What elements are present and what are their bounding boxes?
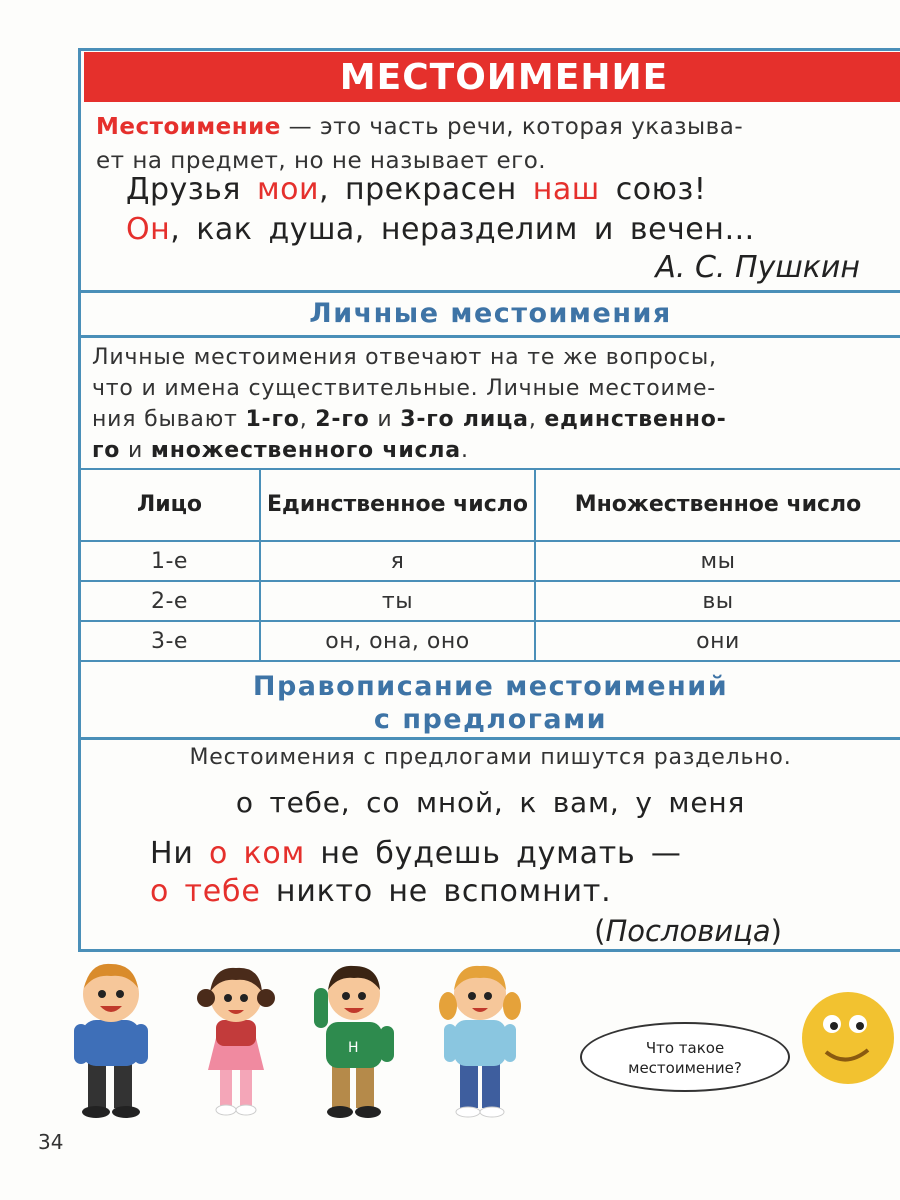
bold-text: 1-го (245, 407, 300, 432)
header-singular: Единственное число (260, 469, 535, 541)
poem-line-2 (126, 212, 755, 247)
table-cell: ты (260, 581, 535, 621)
section-title-line: Правописание местоимений (252, 671, 729, 702)
poem-line-1 (126, 172, 706, 207)
bold-text: 2-го (315, 407, 370, 432)
proverb-line-2 (150, 874, 611, 909)
text: . (460, 438, 469, 463)
paragraph-line (92, 404, 892, 435)
bold-text: го (92, 438, 121, 463)
svg-text:Н: Н (348, 1040, 359, 1056)
table-cell: он, она, оно (260, 621, 535, 661)
table-row (80, 581, 900, 621)
text: ния бывают (92, 407, 246, 432)
definition-line-2: ет на предмет, но не называет его. (96, 148, 547, 174)
poem-author: А. С. Пушкин (655, 250, 860, 285)
table-row (80, 541, 900, 581)
source-text: Пословица (605, 914, 771, 948)
page-title: МЕСТОИМЕНИЕ (339, 57, 669, 98)
spelling-rule: Местоимения с предлогами пишутся раздельно. (189, 745, 792, 770)
table-cell: они (535, 621, 900, 661)
table-cell: 1-е (80, 541, 260, 581)
boy-blue-sweater-icon (74, 964, 148, 1118)
text: , (299, 407, 316, 432)
bold-text: множественного числа (150, 438, 461, 463)
highlight-pronoun: наш (532, 172, 600, 207)
section-title-line: с предлогами (373, 704, 608, 735)
spelling-example: о тебе, со мной, к вам, у меня (235, 786, 746, 819)
text: и (369, 407, 401, 432)
highlight-pronoun: о ком (209, 836, 305, 871)
highlight-pronoun: о тебе (150, 874, 261, 909)
table-cell: 2-е (80, 581, 260, 621)
poem-text: , прекрасен (318, 172, 533, 207)
bold-text: единственно- (544, 407, 727, 432)
definition (96, 110, 896, 178)
table-cell: 3-е (80, 621, 260, 661)
definition-text: — это часть речи, которая указыва- (280, 114, 744, 140)
girl-ponytails-icon (439, 966, 521, 1117)
divider (81, 737, 900, 740)
text: Ни (150, 836, 209, 871)
personal-paragraph (92, 342, 892, 466)
paren: ) (770, 914, 782, 948)
table-row (80, 621, 900, 661)
page-number: 34 (38, 1130, 64, 1154)
paragraph-line: Личные местоимения отвечают на те же вопросы, (92, 345, 717, 370)
section-title-personal: Личные местоимения (309, 298, 672, 329)
proverb-source (500, 914, 782, 948)
paragraph-line (92, 435, 892, 466)
text: никто не вспомнит. (260, 874, 612, 909)
highlight-pronoun: Он (126, 212, 171, 247)
section-title-spelling (81, 670, 900, 736)
header-person: Лицо (80, 469, 260, 541)
table-cell: вы (535, 581, 900, 621)
text: и (120, 438, 151, 463)
bubble-line: Что такое (645, 1039, 725, 1057)
definition-term: Местоимение (96, 114, 281, 140)
divider (81, 335, 900, 338)
kids-illustration (70, 958, 570, 1120)
paragraph-line: что и имена существительные. Личные местоиме- (92, 376, 717, 401)
poem-text: Друзья (126, 172, 257, 207)
highlight-pronoun: мои (256, 172, 319, 207)
poem-text: , как душа, неразделим и вечен… (170, 212, 755, 247)
table-cell: мы (535, 541, 900, 581)
bubble-line: местоимение? (628, 1059, 742, 1077)
text: не будешь думать — (305, 836, 682, 871)
header-plural: Множественное число (535, 469, 900, 541)
pronoun-table (80, 468, 900, 662)
poem-text: союз! (599, 172, 707, 207)
definition-line-1 (96, 110, 896, 144)
smiley-face-icon (798, 988, 900, 1088)
table-cell: я (260, 541, 535, 581)
divider (81, 290, 900, 293)
girl-pigtails-icon (197, 968, 275, 1115)
speech-bubble (580, 1022, 790, 1092)
boy-waving-icon (314, 966, 394, 1118)
paren: ( (594, 914, 606, 948)
bold-text: 3-го лица (400, 407, 529, 432)
text: , (528, 407, 545, 432)
proverb-line-1 (150, 836, 682, 871)
table-header-row (80, 469, 900, 541)
